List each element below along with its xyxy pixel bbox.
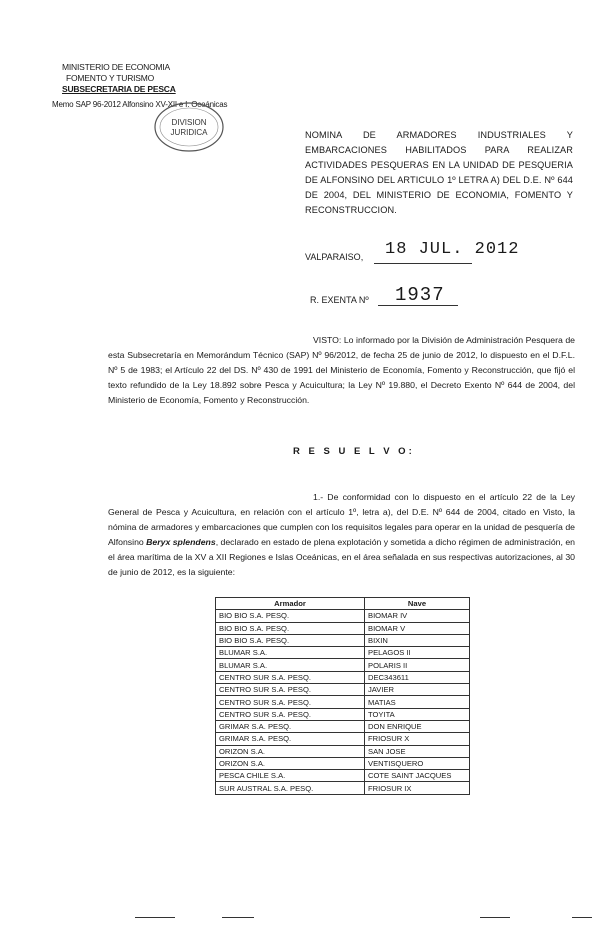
header-nave: Nave	[365, 598, 470, 610]
armador-cell: ORIZON S.A.	[216, 745, 365, 757]
footer-line	[572, 917, 592, 918]
resolution-label: R. EXENTA Nº	[310, 295, 369, 305]
resuelvo-heading: R E S U E L V O:	[293, 446, 415, 457]
date-value: 18 JUL. 2012	[385, 240, 520, 259]
armador-cell: BLUMAR S.A.	[216, 647, 365, 659]
table-row	[216, 770, 470, 782]
armador-cell: CENTRO SUR S.A. PESQ.	[216, 696, 365, 708]
visto-paragraph: VISTO: Lo informado por la División de Administración Pesquera de esta Subsecretaría en Memorándum Técnico (SAP) Nº 96/2012, de fecha 25 de junio de 2012, lo dispuesto en el D.F.L. Nº 5 de 1983; el Artículo 22 del DS. Nº 430 de 1991 del Ministerio de Economía, Fomento y Reconstrucción, que fijó el texto refundido de la Ley 18.892 sobre Pesca y Acuicultura; la Ley Nº 19.880, el Decreto Exento Nº 644 de 2004, del Ministerio de Economía, Fomento y Reconstrucción.	[108, 335, 575, 405]
table-row	[216, 782, 470, 794]
species-name: Beryx splendens	[146, 537, 216, 547]
nave-cell: BIXIN	[365, 634, 470, 646]
nave-cell: FRIOSUR IX	[365, 782, 470, 794]
article-1-text-a: 1.- De conformidad con lo dispuesto en el artículo 22 de la Ley General de Pesca y Acuicultura, en relación con el artículo 1º, letra a), del D.E. Nº 644 de 2004, citado en Visto, la nómina de armadores y embarcaciones que cumplen con los requisitos legales para operar en la unidad de pesquería de Alfonsino	[108, 492, 575, 547]
footer-line	[480, 917, 510, 918]
table-row	[216, 684, 470, 696]
letterhead	[62, 62, 176, 95]
table-row	[216, 745, 470, 757]
armador-cell: ORIZON S.A.	[216, 757, 365, 769]
nave-cell: DEC343611	[365, 671, 470, 683]
table-header-row	[216, 598, 470, 610]
resolution-number: 1937	[395, 284, 445, 306]
table-row	[216, 634, 470, 646]
nave-cell: DON ENRIQUE	[365, 720, 470, 732]
nave-cell: FRIOSUR X	[365, 733, 470, 745]
armador-cell: BIO BIO S.A. PESQ.	[216, 622, 365, 634]
armador-cell: SUR AUSTRAL S.A. PESQ.	[216, 782, 365, 794]
article-1-text-b: , declarado en estado de plena explotación y sometida a dicho régimen de administración, en el área marítima de la XV a XII Regiones e Islas Oceánicas, en el área señalada en sus respectivas autorizaciones, al 30 de junio de 2012, es la siguiente:	[108, 537, 575, 577]
article-1-paragraph	[108, 490, 575, 580]
nave-cell: JAVIER	[365, 684, 470, 696]
header-armador: Armador	[216, 598, 365, 610]
letterhead-ministry-sub: FOMENTO Y TURISMO	[66, 73, 155, 83]
nave-cell: SAN JOSE	[365, 745, 470, 757]
nave-cell: COTE SAINT JACQUES	[365, 770, 470, 782]
armador-cell: PESCA CHILE S.A.	[216, 770, 365, 782]
stamp-line2: JURIDICA	[170, 128, 208, 137]
armador-cell: CENTRO SUR S.A. PESQ.	[216, 684, 365, 696]
document-title: NOMINA DE ARMADORES INDUSTRIALES Y EMBARCACIONES HABILITADOS PARA REALIZAR ACTIVIDADES PESQUERAS EN LA UNIDAD DE PESQUERIA DE ALFONSINO DEL ARTICULO 1º LETRA A) DEL D.E. Nº 644 DE 2004, DEL MINISTERIO DE ECONOMIA, FOMENTO Y RECONSTRUCCION.	[305, 130, 573, 215]
date-underline	[374, 263, 472, 264]
table-row	[216, 671, 470, 683]
date-label: VALPARAISO,	[305, 252, 364, 262]
table-row	[216, 708, 470, 720]
armador-cell: BLUMAR S.A.	[216, 659, 365, 671]
stamp-line1: DIVISION	[171, 118, 207, 127]
table-row	[216, 610, 470, 622]
armador-cell: CENTRO SUR S.A. PESQ.	[216, 671, 365, 683]
table-row	[216, 733, 470, 745]
division-juridica-stamp	[150, 95, 228, 155]
nave-cell: POLARIS II	[365, 659, 470, 671]
nave-cell: MATIAS	[365, 696, 470, 708]
armador-cell: GRIMAR S.A. PESQ.	[216, 733, 365, 745]
armador-cell: BIO BIO S.A. PESQ.	[216, 634, 365, 646]
nave-cell: TOYITA	[365, 708, 470, 720]
table-row	[216, 647, 470, 659]
resolution-underline	[378, 305, 458, 306]
table-row	[216, 757, 470, 769]
table-row	[216, 696, 470, 708]
footer-line	[222, 917, 254, 918]
letterhead-subsecretaria: SUBSECRETARIA DE PESCA	[62, 84, 176, 94]
armador-cell: GRIMAR S.A. PESQ.	[216, 720, 365, 732]
table-row	[216, 720, 470, 732]
armador-cell: CENTRO SUR S.A. PESQ.	[216, 708, 365, 720]
footer-line	[135, 917, 175, 918]
armadores-table	[215, 597, 470, 795]
armador-cell: BIO BIO S.A. PESQ.	[216, 610, 365, 622]
table-row	[216, 622, 470, 634]
table-row	[216, 659, 470, 671]
nave-cell: VENTISQUERO	[365, 757, 470, 769]
nave-cell: BIOMAR V	[365, 622, 470, 634]
nave-cell: BIOMAR IV	[365, 610, 470, 622]
nave-cell: PELAGOS II	[365, 647, 470, 659]
letterhead-ministry: MINISTERIO DE ECONOMIA	[62, 62, 170, 72]
memo-reference: Memo SAP 96-2012 Alfonsino XV-XII e I. Oceánicas	[52, 100, 228, 109]
